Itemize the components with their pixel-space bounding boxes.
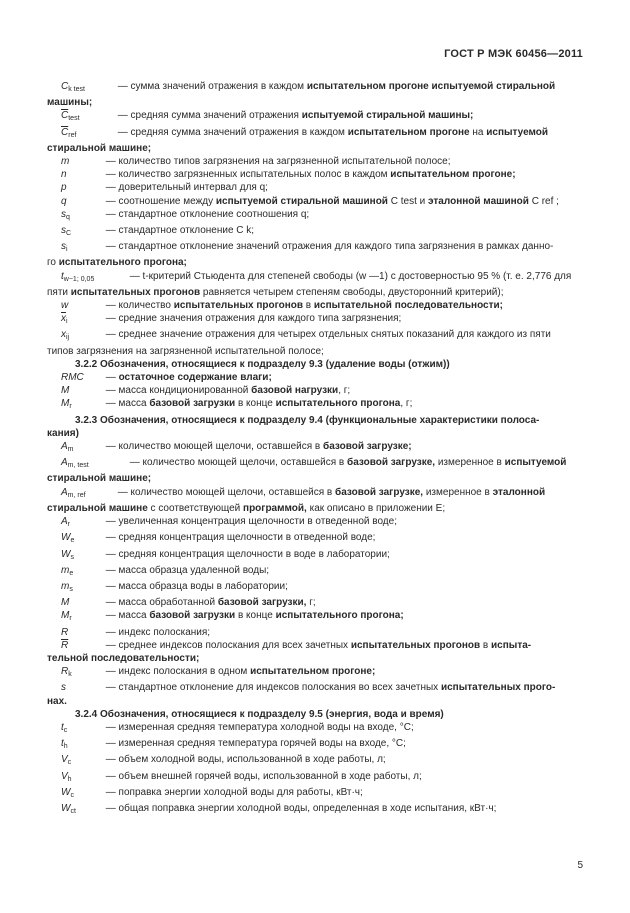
text-line: [47, 472, 583, 485]
definition-text: — масса: [103, 610, 150, 622]
text-line: [47, 786, 583, 802]
continuation-text: го: [47, 257, 59, 269]
text-line: [47, 456, 583, 472]
symbol-subscript: c: [67, 759, 72, 767]
definition-text: — количество: [103, 300, 174, 312]
page-number: 5: [577, 860, 583, 871]
symbol-subscript: r: [69, 403, 72, 411]
symbol-base: s: [61, 682, 66, 694]
symbol: [47, 397, 103, 413]
symbol: [47, 753, 103, 769]
definition-term: испытательном прогоне;: [250, 666, 376, 678]
definition-term: испытательных прогонов: [350, 639, 481, 651]
definition-term: базовой загрузки: [149, 398, 236, 410]
continuation-text: кания): [47, 427, 79, 439]
definition-term: базовой нагрузки: [251, 385, 339, 397]
symbol-base: W: [61, 532, 71, 544]
definition-text: — увеличенная концентрация щелочности в отведенной воде;: [103, 516, 397, 528]
symbol-subscript: i: [66, 246, 68, 254]
text-line: [47, 515, 583, 531]
definition-text: — t-критерий Стьюдента для степеней свободы (w —1) с достоверностью 95 % (т. е. 2,776 для: [127, 270, 572, 282]
continuation-bold-tail: программой,: [243, 502, 307, 514]
definition-term: испыта-: [491, 639, 532, 651]
text-line: [47, 181, 583, 194]
symbol: [47, 328, 103, 344]
text-line: [47, 195, 583, 208]
definition-text: — масса обработанной: [103, 597, 218, 609]
continuation-text: нах.: [47, 695, 67, 707]
text-line: [47, 695, 583, 708]
text-line: [47, 440, 583, 456]
definition-text: — количество моющей щелочи, оставшейся в: [115, 486, 336, 498]
text-line: [47, 665, 583, 681]
definition-text: — количество загрязненных испытательных полос в каждом: [103, 169, 391, 181]
text-line: [47, 531, 583, 547]
text-line: [47, 596, 583, 609]
definition-term: испытуемой стиральной машины;: [301, 110, 474, 122]
definition-text: в конце: [235, 398, 276, 410]
text-line: [47, 564, 583, 580]
symbol-base: $\overline{C}$: [61, 110, 69, 122]
definition-text: измеренное в: [435, 457, 505, 469]
symbol-subscript: s: [69, 585, 73, 593]
symbol: [47, 168, 103, 181]
continuation-text: тельной последовательности;: [47, 652, 200, 664]
symbol: [47, 639, 103, 652]
symbol-subscript: ct: [70, 807, 76, 815]
continuation-text: стиральной машине;: [47, 142, 152, 154]
definition-term: эталонной: [492, 486, 546, 498]
continuation-text: стиральной машине: [47, 502, 148, 514]
continuation-text: пяти: [47, 286, 71, 298]
symbol: [47, 384, 103, 397]
definition-text: — масса кондиционированной: [103, 385, 252, 397]
text-line: [47, 286, 583, 299]
definition-text: — средняя концентрация щелочности в воде в лаборатории;: [103, 548, 390, 560]
symbol-base: m: [61, 156, 70, 168]
symbol: [47, 155, 103, 168]
symbol-base: RMC: [61, 372, 84, 384]
text-line: [47, 142, 583, 155]
definition-term: базовой загрузки,: [217, 597, 307, 609]
symbol-subscript: w−1; 0,05: [63, 275, 95, 283]
symbol: [47, 456, 127, 472]
symbol: [47, 609, 103, 625]
symbol: [47, 596, 103, 609]
definition-text: C test и: [387, 195, 429, 207]
symbol-base: V: [61, 770, 68, 782]
symbol-subscript: ref: [68, 131, 77, 139]
definition-text: — измеренная средняя температура холодной воды на входе, °С;: [103, 721, 414, 733]
continuation-text: машины;: [47, 97, 93, 109]
symbol: [47, 126, 115, 142]
text-line: [47, 224, 583, 240]
text-line: [47, 109, 583, 125]
symbol-subscript: test: [68, 115, 80, 123]
definition-term: базовой загрузке;: [323, 441, 412, 453]
symbol: [47, 515, 103, 531]
text-line: [47, 371, 583, 384]
symbol: [47, 665, 103, 681]
symbol-base: $\overline{C}$: [61, 126, 69, 138]
symbol: [47, 195, 103, 208]
symbol-base: M: [61, 610, 70, 622]
definition-term: испытательного прогона: [275, 398, 401, 410]
symbol: [47, 786, 103, 802]
symbol-subscript: c: [70, 791, 74, 799]
text-line: [47, 753, 583, 769]
definition-text: — поправка энергии холодной воды для работы, кВт·ч;: [103, 786, 363, 798]
definition-text: на: [469, 126, 487, 138]
symbol-subscript: m, test: [67, 462, 89, 470]
definition-term: базовой загрузке,: [335, 486, 424, 498]
symbol-subscript: m, ref: [67, 491, 86, 499]
text-line: [47, 802, 583, 818]
symbol-base: s: [61, 208, 66, 220]
continuation-bold: испытательного прогона;: [58, 257, 187, 269]
text-line: [47, 626, 583, 639]
text-line: [47, 721, 583, 737]
symbol-base: $\overline{R}$: [61, 639, 69, 651]
symbol-base: W: [61, 786, 71, 798]
definition-term: испытательных прогонов: [173, 300, 304, 312]
symbol-base: x: [61, 329, 66, 341]
symbol-base: n: [61, 169, 67, 181]
symbol: [47, 721, 103, 737]
symbol-subscript: r: [67, 521, 71, 529]
symbol-subscript: r: [69, 615, 72, 623]
text-line: [47, 502, 583, 515]
text-line: [47, 639, 583, 652]
definition-text: — масса: [103, 398, 150, 410]
definition-text: — количество моющей щелочи, оставшейся в: [103, 441, 324, 453]
symbol-base: M: [61, 597, 70, 609]
continuation-tail-2: как описано в приложении Е;: [306, 502, 446, 514]
definition-text: — масса образца воды в лаборатории;: [103, 580, 288, 592]
definition-term: испытательном прогоне;: [390, 169, 516, 181]
symbol-subscript: e: [70, 537, 75, 545]
definition-term: испытуемой: [504, 457, 567, 469]
definition-text: — сумма значений отражения в каждом: [115, 81, 307, 92]
text-line: [47, 80, 583, 96]
definition-text: — количество типов загрязнения на загрязненной испытательной полосе;: [103, 156, 451, 168]
text-line: [47, 312, 583, 328]
definition-term: испытательной последовательности;: [313, 300, 503, 312]
section-heading: 3.2.3 Обозначения, относящиеся к подразделу 9.4 (функциональные характеристики полоса-: [75, 414, 540, 426]
symbol-base: p: [61, 182, 67, 194]
text-line: [47, 548, 583, 564]
definition-term: остаточное содержание влаги;: [118, 372, 272, 384]
symbol-base: w: [61, 300, 69, 312]
text-line: [47, 299, 583, 312]
symbol-subscript: s: [70, 553, 74, 561]
symbol-base: M: [61, 398, 70, 410]
symbol-base: q: [61, 195, 67, 207]
symbol-base: R: [61, 626, 69, 638]
definition-text: , г;: [400, 398, 413, 410]
symbol-subscript: c: [63, 726, 68, 734]
symbol-base: t: [61, 270, 64, 282]
text-line: [47, 208, 583, 224]
symbol-base: R: [61, 666, 69, 678]
symbol: [47, 486, 115, 502]
definition-text: в конце: [235, 610, 276, 622]
text-line: [47, 427, 583, 440]
text-line: [47, 770, 583, 786]
symbol: [47, 109, 115, 125]
continuation-text: типов загрязнения на загрязненной испытательной полосе;: [47, 345, 324, 357]
symbol-base: s: [61, 225, 66, 237]
symbol-base: A: [61, 441, 68, 453]
definition-text: — количество моющей щелочи, оставшейся в: [127, 457, 348, 469]
symbol-base: A: [61, 457, 68, 469]
symbol: [47, 580, 103, 596]
continuation-tail: равняется четырем степеням свободы, двусторонний критерий);: [200, 286, 504, 298]
definition-term: испытуемой стиральной машиной: [215, 195, 388, 207]
symbol: [47, 371, 103, 384]
definition-text: — стандартное отклонение для индексов полоскания во всех зачетных: [103, 682, 441, 694]
text-line: [47, 580, 583, 596]
definition-text: — общая поправка энергии холодной воды, определенная в ходе испытания, кВт·ч;: [103, 802, 497, 814]
symbol-base: C: [61, 81, 69, 92]
symbol-base: m: [61, 580, 70, 592]
symbol-base: m: [61, 564, 70, 576]
symbol-subscript: k: [68, 671, 72, 679]
symbol: [47, 270, 127, 286]
definition-term: эталонной машиной: [428, 195, 529, 207]
symbol: [47, 737, 103, 753]
symbol: [47, 181, 103, 194]
definition-text: в: [303, 300, 314, 312]
symbol: [47, 208, 103, 224]
definition-text: C ref ;: [528, 195, 559, 207]
symbol-base: W: [61, 802, 71, 814]
continuation-bold: испытательных прогонов: [70, 286, 201, 298]
symbol-base: s: [61, 241, 66, 253]
definition-term: испытуемой: [486, 126, 549, 138]
text-line: [47, 681, 583, 694]
definition-term: испытательного прогона;: [275, 610, 404, 622]
definition-text: — среднее значение отражения для четырех отдельных снятых показаний для каждого из пяти: [103, 329, 551, 341]
text-line: [47, 96, 583, 109]
symbol: [47, 626, 103, 639]
definition-text: — средняя сумма значений отражения: [115, 110, 302, 122]
symbol: [47, 770, 103, 786]
symbol-base: V: [61, 754, 68, 766]
symbol-subscript: m: [67, 446, 74, 454]
definition-text: — стандартное отклонение соотношения q;: [103, 208, 310, 220]
text-line: [47, 486, 583, 502]
symbol-base: t: [61, 721, 64, 733]
definition-text: — измеренная средняя температура горячей воды на входе, °С;: [103, 738, 406, 750]
symbol: [47, 224, 103, 240]
symbol-base: M: [61, 385, 70, 397]
text-line: [47, 240, 583, 256]
definition-text: — соотношение между: [103, 195, 216, 207]
text-line: [47, 270, 583, 286]
symbol-subscript: h: [67, 775, 72, 783]
text-line: [47, 256, 583, 269]
symbol-subscript: q: [66, 213, 70, 221]
definition-text: — индекс полоскания;: [103, 626, 211, 638]
text-line: [47, 737, 583, 753]
symbol: [47, 564, 103, 580]
symbol-subscript: ij: [66, 334, 70, 342]
symbol: [47, 440, 103, 456]
definition-text: , г;: [338, 385, 351, 397]
continuation-text: стиральной машине;: [47, 473, 152, 485]
symbol: [47, 802, 103, 818]
document-header: ГОСТ Р МЭК 60456—2011: [444, 48, 583, 60]
definition-text: — среднее индексов полоскания для всех зачетных: [103, 639, 351, 651]
definition-text: — индекс полоскания в одном: [103, 666, 251, 678]
text-line: [47, 328, 583, 344]
text-line: [47, 155, 583, 168]
definition-text: — масса образца удаленной воды;: [103, 564, 270, 576]
symbol-subscript: e: [69, 569, 74, 577]
symbols-list: [47, 80, 583, 818]
definition-term: испытательных прого-: [440, 682, 556, 694]
symbol-subscript: k test: [68, 86, 85, 93]
section-heading: 3.2.4 Обозначения, относящиеся к подразделу 9.5 (энергия, вода и время): [75, 708, 444, 720]
symbol-subscript: i: [66, 318, 68, 326]
continuation-tail: с соответствующей: [147, 502, 244, 514]
definition-text: — объем внешней горячей воды, использованной в ходе работы, л;: [103, 770, 422, 782]
definition-text: — доверительный интервал для q;: [103, 182, 268, 194]
symbol: [47, 548, 103, 564]
text-line: [47, 345, 583, 358]
text-line: [47, 609, 583, 625]
symbol-base: A: [61, 486, 68, 498]
definition-text: — стандартное отклонение значений отражения для каждого типа загрязнения в рамках данно-: [103, 241, 554, 253]
symbol-base: W: [61, 548, 71, 560]
symbol: [47, 681, 103, 694]
definition-text: —: [103, 372, 119, 384]
definition-term: базовой загрузки: [149, 610, 236, 622]
definition-text: г;: [306, 597, 316, 609]
symbol-subscript: C: [66, 230, 72, 238]
definition-text: — объем холодной воды, использованной в ходе работы, л;: [103, 754, 386, 766]
symbol: [47, 240, 103, 256]
symbol-base: A: [61, 516, 68, 528]
definition-text: — средняя концентрация щелочности в отведенной воде;: [103, 532, 376, 544]
definition-text: в: [480, 639, 492, 651]
text-line: [47, 397, 583, 413]
symbol: [47, 80, 115, 96]
text-line: [47, 126, 583, 142]
definition-term: испытательном прогоне: [347, 126, 470, 138]
definition-term: испытательном прогоне испытуемой стиральной: [306, 81, 556, 92]
definition-text: — средние значения отражения для каждого типа загрязнения;: [103, 313, 402, 325]
definition-text: — средняя сумма значений отражения в каждом: [115, 126, 348, 138]
symbol-base: t: [61, 738, 64, 750]
section-heading: 3.2.2 Обозначения, относящиеся к подразделу 9.3 (удаление воды (отжим)): [75, 358, 450, 370]
text-line: [47, 168, 583, 181]
symbol-base: $\overline{x}$: [61, 313, 66, 325]
symbol: [47, 312, 103, 328]
text-line: [47, 652, 583, 665]
definition-text: — стандартное отклонение C k;: [103, 225, 255, 237]
symbol-subscript: h: [63, 743, 68, 751]
definition-term: базовой загрузке,: [347, 457, 436, 469]
text-line: [47, 384, 583, 397]
symbol: [47, 531, 103, 547]
definition-text: измеренное в: [423, 486, 493, 498]
symbol: [47, 299, 103, 312]
